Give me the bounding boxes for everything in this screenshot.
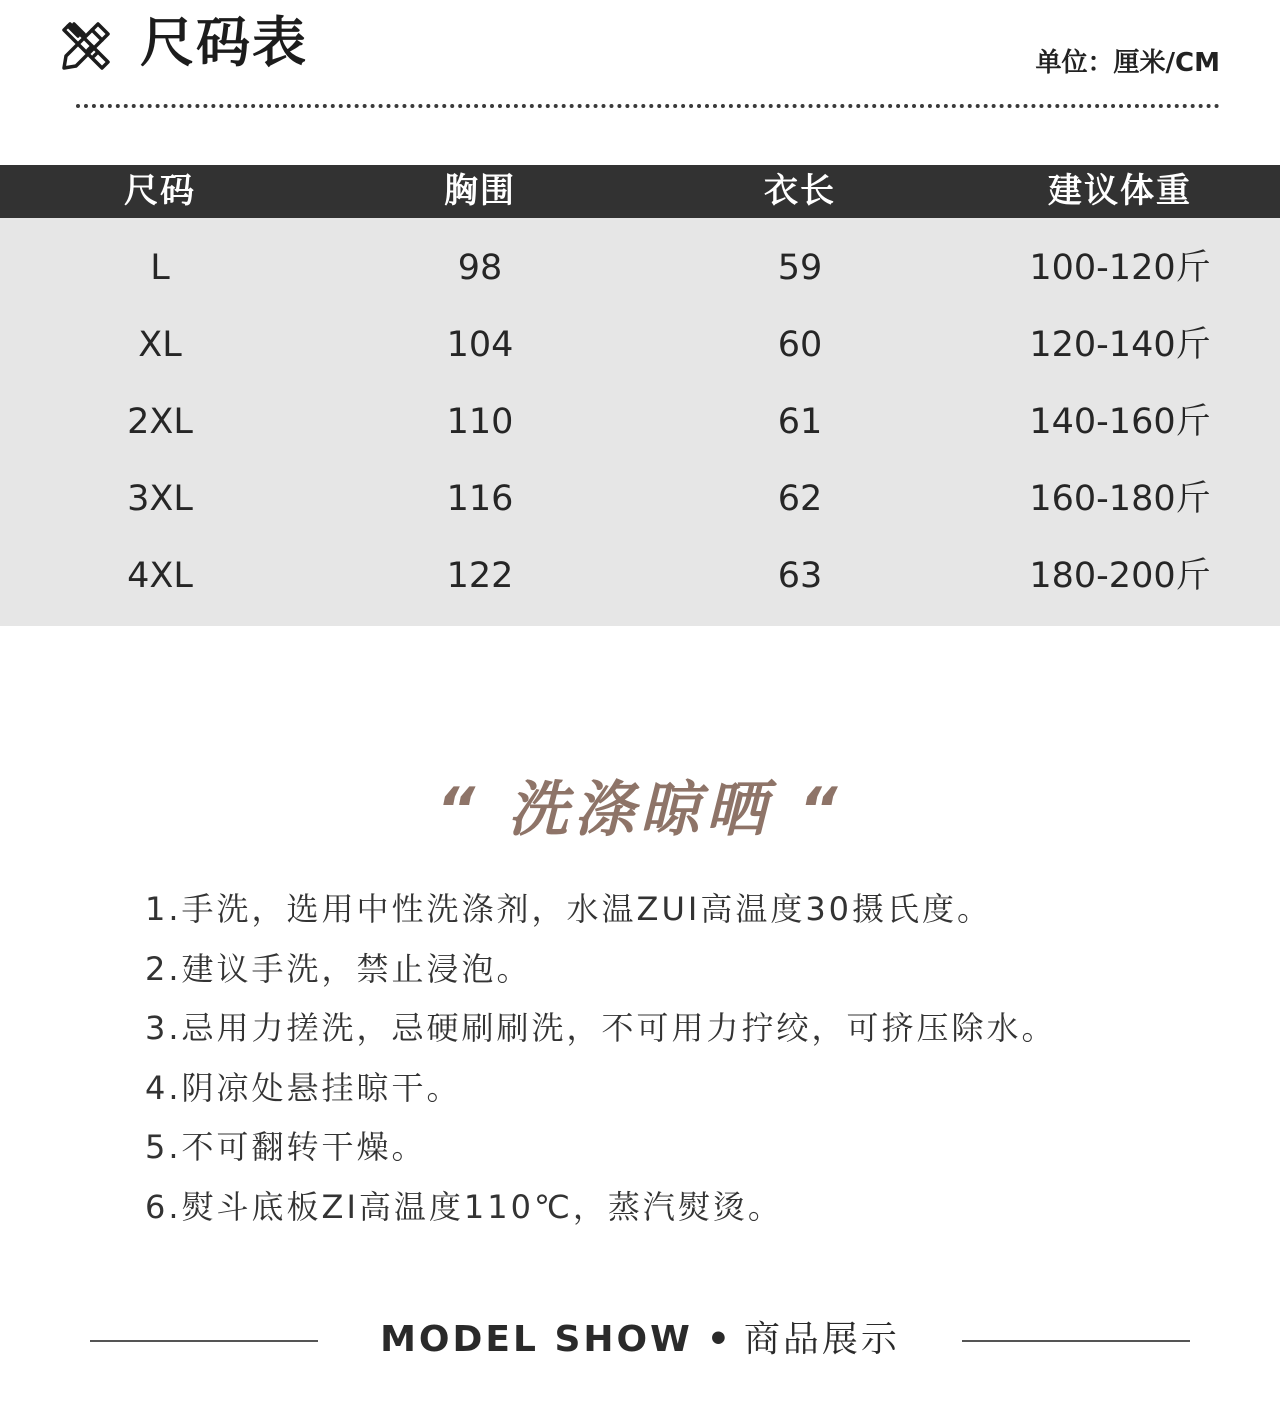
footer-divider-right <box>962 1340 1190 1342</box>
model-show-heading <box>320 1314 960 1366</box>
ruler-pencil-icon <box>58 18 114 74</box>
cell-weight: 120-140斤 <box>1029 325 1211 365</box>
cell-length: 60 <box>777 325 823 365</box>
cell-weight: 140-160斤 <box>1029 402 1211 442</box>
cell-length: 59 <box>777 248 823 288</box>
list-item: 2.建议手洗，禁止浸泡。 <box>145 949 532 988</box>
cell-size: 4XL <box>127 556 193 596</box>
cell-length: 61 <box>777 402 823 442</box>
list-item: 6.熨斗底板ZI高温度110℃，蒸汽熨烫。 <box>145 1187 783 1226</box>
unit-label: 单位：厘米/CM <box>1035 48 1220 78</box>
cell-length: 62 <box>777 479 823 519</box>
cell-size: XL <box>138 325 182 365</box>
footer-divider-left <box>90 1340 318 1342</box>
footer-separator: • <box>706 1319 730 1360</box>
cell-weight: 160-180斤 <box>1029 479 1211 519</box>
cell-chest: 104 <box>446 325 514 365</box>
table-row <box>0 307 1280 384</box>
cell-chest: 116 <box>446 479 514 519</box>
page-title: 尺码表 <box>140 11 308 74</box>
table-header-row <box>0 165 1280 218</box>
list-item: 4.阴凉处悬挂晾干。 <box>145 1068 462 1107</box>
cell-chest: 110 <box>446 402 514 442</box>
dotted-divider <box>76 104 1220 108</box>
list-item: 5.不可翻转干燥。 <box>145 1128 427 1166</box>
wash-instructions-list <box>145 880 1225 1237</box>
cell-chest: 122 <box>446 556 514 596</box>
list-item: 3.忌用力搓洗，忌硬刷刷洗，不可用力拧绞，可挤压除水。 <box>145 1009 1057 1047</box>
page-header <box>0 0 1280 120</box>
table-body <box>0 218 1280 615</box>
column-header-size: 尺码 <box>124 171 196 211</box>
model-show-english: MODEL SHOW <box>380 1319 693 1360</box>
cell-chest: 98 <box>457 248 503 288</box>
cell-size: L <box>150 248 170 288</box>
cell-size: 3XL <box>127 479 193 519</box>
cell-size: 2XL <box>127 402 193 442</box>
cell-length: 63 <box>777 556 823 596</box>
table-row <box>0 461 1280 538</box>
list-item: 1.手洗，选用中性洗涤剂，水温ZUI高温度30摄氏度。 <box>145 890 993 928</box>
column-header-weight: 建议体重 <box>1048 171 1192 211</box>
size-table <box>0 165 1280 626</box>
cell-weight: 180-200斤 <box>1029 556 1211 596</box>
column-header-length: 衣长 <box>764 171 836 211</box>
table-row <box>0 384 1280 461</box>
column-header-chest: 胸围 <box>444 171 516 211</box>
cell-weight: 100-120斤 <box>1029 248 1211 288</box>
wash-section-title: “ 洗涤晾晒 “ <box>436 775 844 845</box>
table-row <box>0 538 1280 615</box>
model-show-chinese: 商品展示 <box>743 1319 900 1360</box>
table-row <box>0 230 1280 307</box>
